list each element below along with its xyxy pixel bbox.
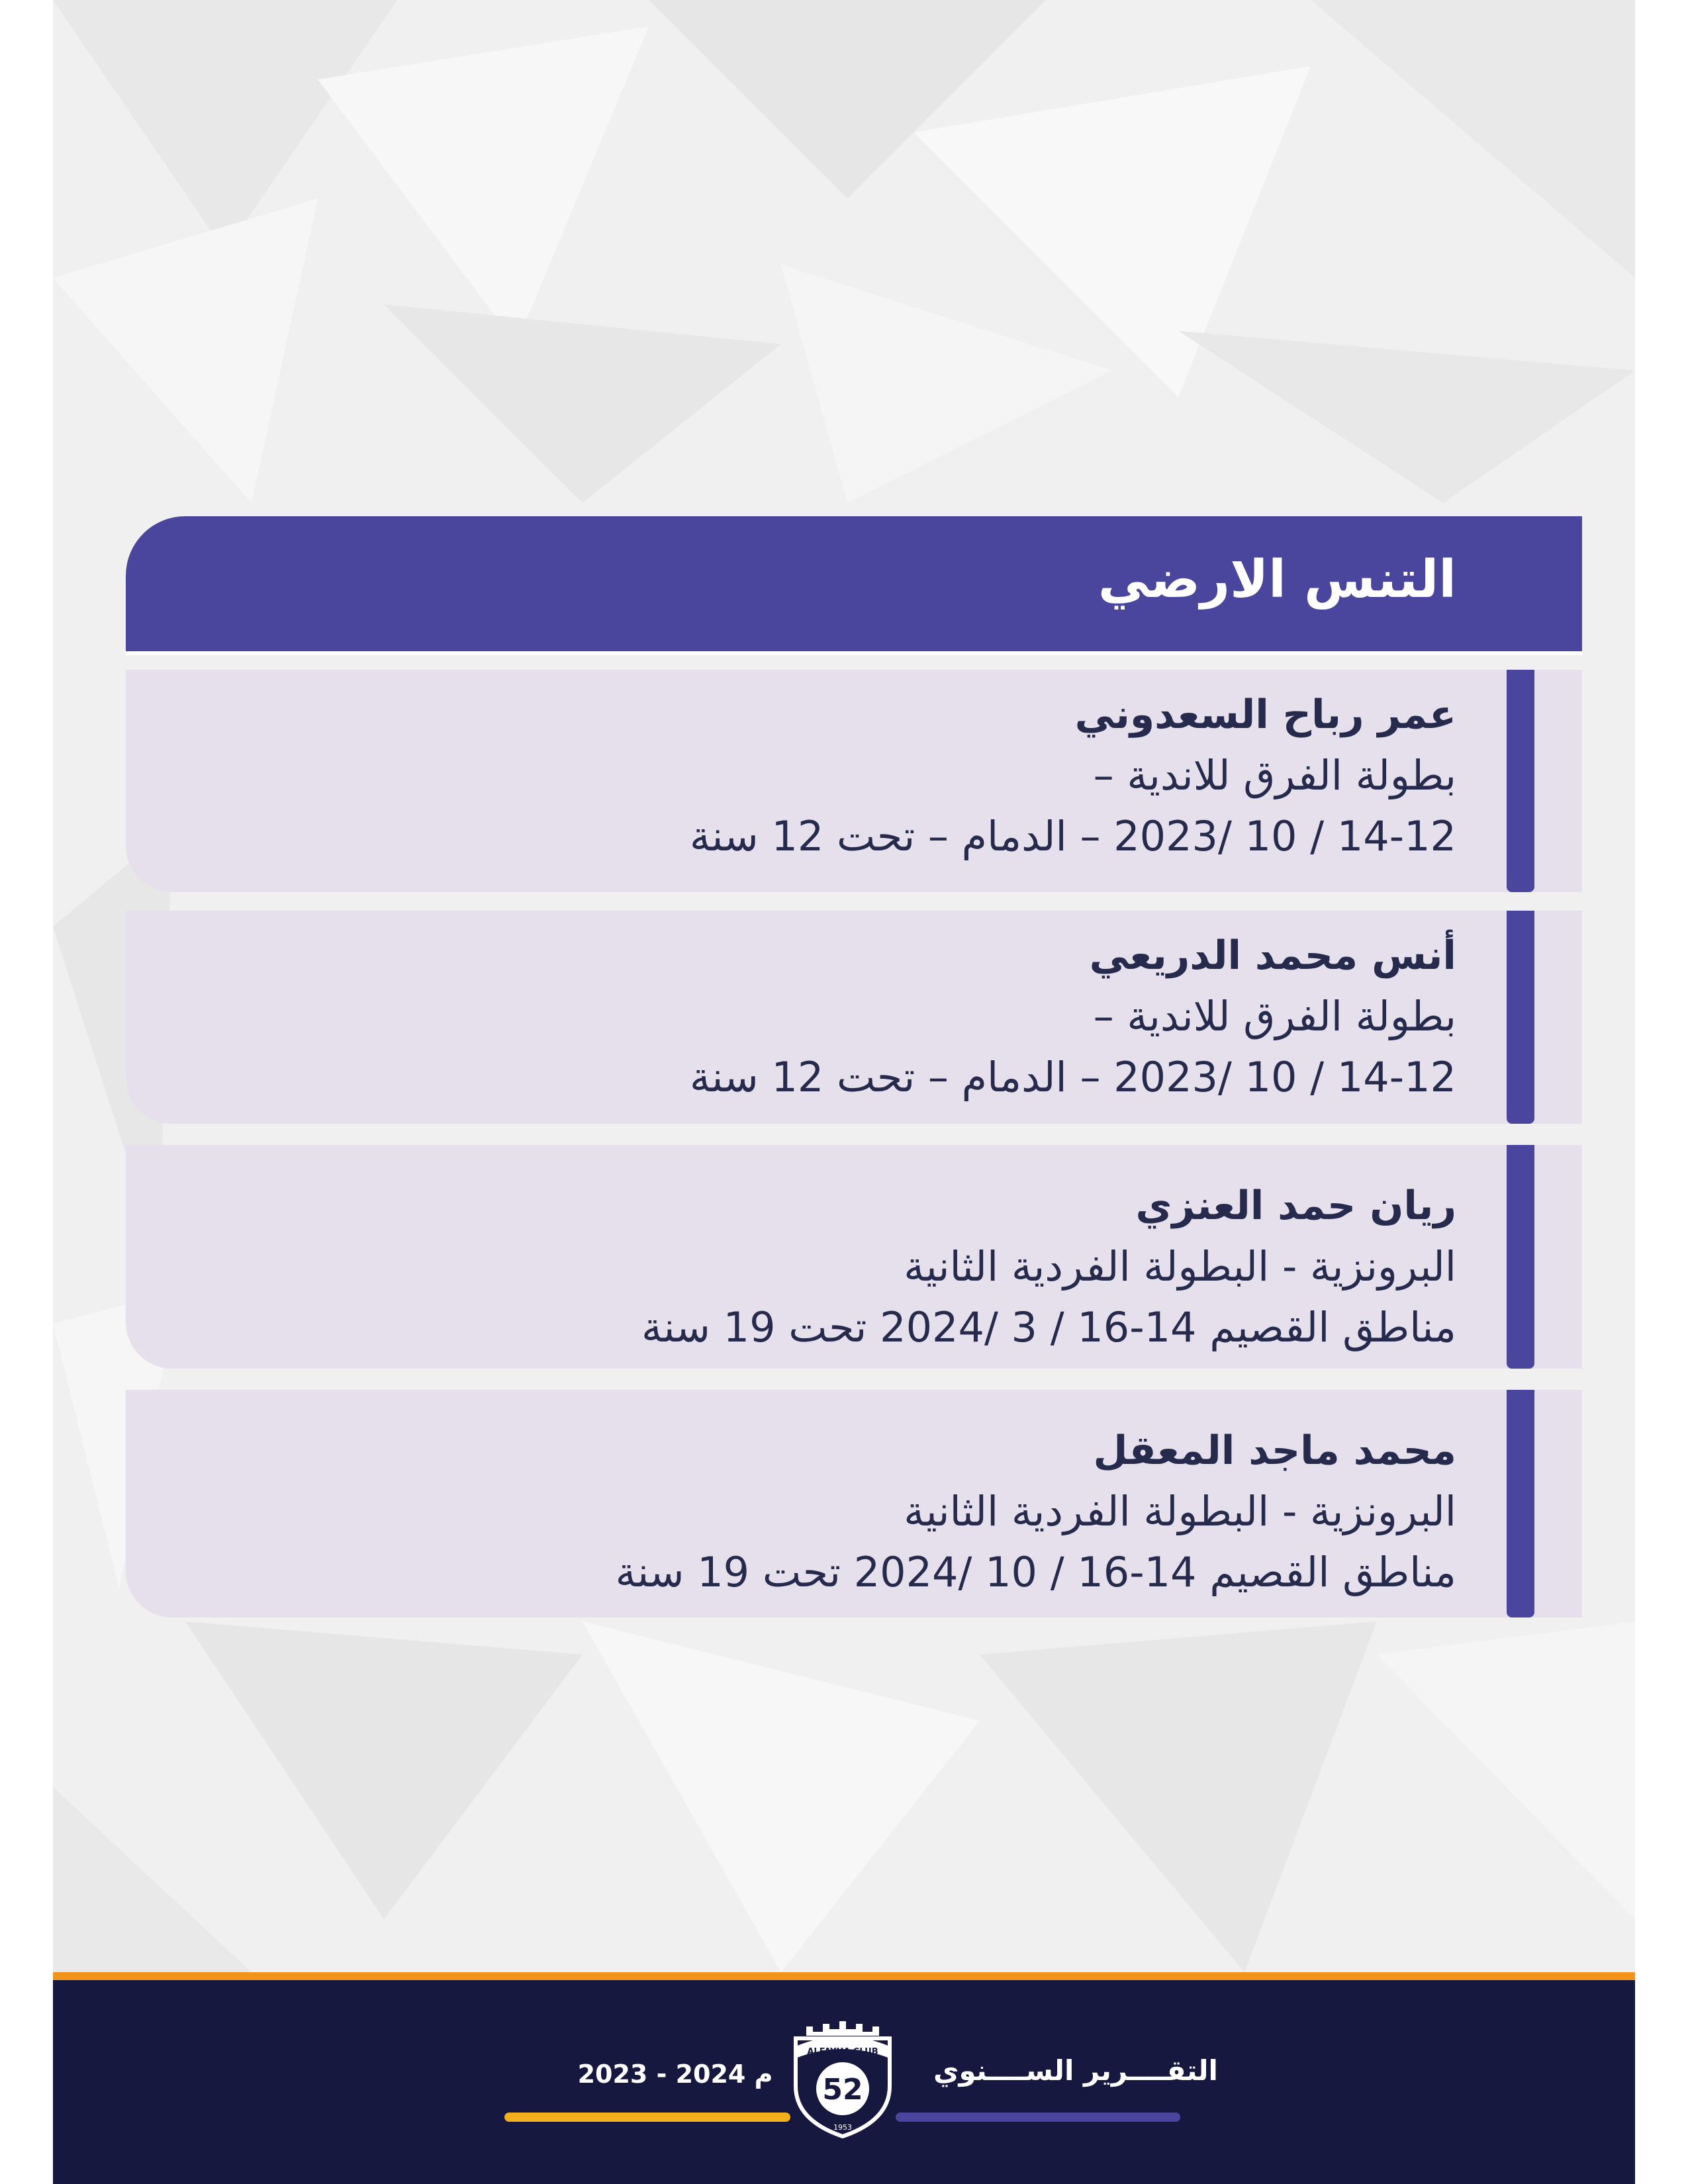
footer-underline-blue bbox=[896, 2113, 1180, 2122]
footer-accent-line bbox=[53, 1972, 1635, 1980]
footer bbox=[53, 1980, 1635, 2184]
card-accent-bar bbox=[1507, 1145, 1534, 1369]
section-header bbox=[126, 516, 1582, 651]
club-name-english: ALFAYHA CLUB bbox=[807, 2047, 878, 2057]
player-name: عمر رباح السعدوني bbox=[1074, 692, 1456, 738]
report-years: 2023 - 2024 م bbox=[577, 2060, 773, 2089]
card-accent-bar bbox=[1507, 670, 1534, 892]
footer-underline-orange bbox=[504, 2113, 790, 2122]
achievement-card bbox=[126, 1145, 1582, 1369]
achievement-card bbox=[126, 1390, 1582, 1617]
club-anniversary-number: 52 bbox=[822, 2073, 863, 2107]
annual-report-label: التقــــرير الســــنوي bbox=[933, 2054, 1218, 2087]
player-name: محمد ماجد المعقل bbox=[1093, 1428, 1456, 1474]
card-accent-bar bbox=[1507, 911, 1534, 1124]
championship-title: بطولة الفرق للاندية – bbox=[1093, 992, 1456, 1040]
championship-title: بطولة الفرق للاندية – bbox=[1093, 751, 1456, 799]
championship-details: مناطق القصيم 14-16 / 10 /2024 تحت 19 سنة bbox=[615, 1548, 1456, 1596]
achievement-card bbox=[126, 670, 1582, 892]
championship-title: البرونزية - البطولة الفردية الثانية bbox=[904, 1487, 1456, 1535]
championship-details: مناطق القصيم 14-16 / 3 /2024 تحت 19 سنة bbox=[641, 1303, 1456, 1351]
championship-details: 14-12 / 10 /2023 – الدمام – تحت 12 سنة bbox=[689, 1053, 1456, 1101]
card-accent-bar bbox=[1507, 1390, 1534, 1617]
championship-title: البرونزية - البطولة الفردية الثانية bbox=[904, 1242, 1456, 1291]
club-logo-icon bbox=[786, 2007, 899, 2139]
championship-details: 14-12 / 10 /2023 – الدمام – تحت 12 سنة bbox=[689, 812, 1456, 860]
player-name: أنس محمد الدريعي bbox=[1089, 933, 1456, 979]
section-title: التنس الارضي bbox=[1098, 550, 1456, 610]
achievement-card bbox=[126, 911, 1582, 1124]
club-founded-year: 1953 bbox=[833, 2123, 852, 2132]
divider bbox=[126, 651, 1582, 655]
player-name: ريان حمد العنزي bbox=[1135, 1183, 1456, 1229]
